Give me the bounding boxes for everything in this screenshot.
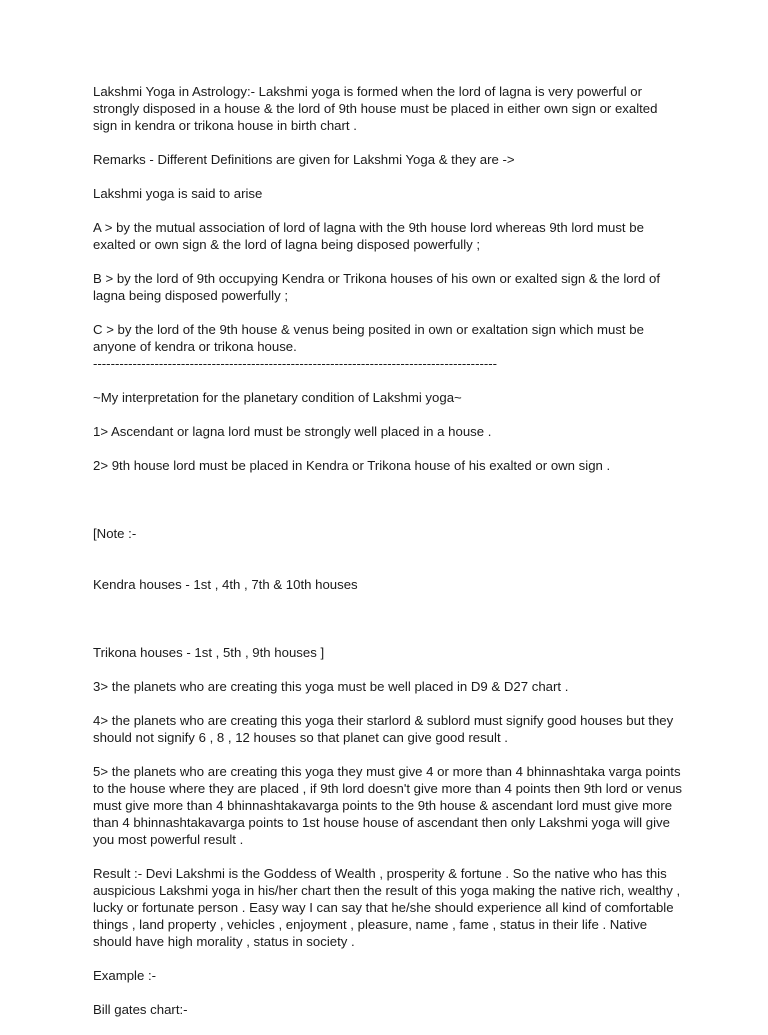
point-2: 2> 9th house lord must be placed in Kendra or Trikona house of his exalted or own sign . (93, 458, 611, 473)
point-5: 5> the planets who are creating this yoga they must give 4 or more than 4 bhinnashtaka varga points to the house where they are placed , if 9th lord doesn't give more than 4 points then 9th lord or venus must give more than 4 bhinnashtakavarga points to the 9th house & ascendant lord must give more than 4 bhinnashtakavarga points to 1st house house of ascendant then only Lakshmi yoga will give you most powerful result . (93, 764, 686, 847)
definition-c: C > by the lord of the 9th house & venus being posited in own or exaltation sign which must be anyone of kendra or trikona house. (93, 322, 648, 354)
note-trikona: Trikona houses - 1st , 5th , 9th houses ] (93, 645, 325, 660)
point-4: 4> the planets who are creating this yoga their starlord & sublord must signify good houses but they should not signify 6 , 8 , 12 houses so that planet can give good result . (93, 713, 677, 745)
definition-a: A > by the mutual association of lord of lagna with the 9th house lord whereas 9th lord must be exalted or own sign & the lord of lagna being disposed powerfully ; (93, 220, 648, 252)
note-block (93, 491, 683, 627)
note-open: [Note :- (93, 526, 137, 541)
result-paragraph: Result :- Devi Lakshmi is the Goddess of Wealth , prosperity & fortune . So the native who has this auspicious Lakshmi yoga in his/her chart then the result of this yoga making the native rich, wealthy , lucky or fortunate person . Easy way I can say that he/she should experience all kind of comfortable things , land property , vehicles , enjoyment , pleasure, name , fame , status in their life . Native should have high morality , status in society . (93, 866, 684, 949)
point-1: 1> Ascendant or lagna lord must be strongly well placed in a house . (93, 424, 492, 439)
note-kendra: Kendra houses - 1st , 4th , 7th & 10th houses (93, 577, 358, 592)
bill-gates-label: Bill gates chart:- (93, 1002, 188, 1017)
arise-paragraph: Lakshmi yoga is said to arise (93, 186, 263, 201)
definition-b: B > by the lord of 9th occupying Kendra or Trikona houses of his own or exalted sign & the lord of lagna being disposed powerfully ; (93, 271, 664, 303)
point-3: 3> the planets who are creating this yoga must be well placed in D9 & D27 chart . (93, 679, 569, 694)
intro-paragraph: Lakshmi Yoga in Astrology:- Lakshmi yoga is formed when the lord of lagna is very powerful or strongly disposed in a house & the lord of 9th house must be placed in either own sign or exalted sign in kendra or trikona house in birth chart . (93, 84, 662, 133)
example-label: Example :- (93, 968, 157, 983)
document-body (93, 83, 686, 1035)
remarks-paragraph: Remarks - Different Definitions are given for Lakshmi Yoga & they are -> (93, 152, 515, 167)
interpretation-heading: ~My interpretation for the planetary condition of Lakshmi yoga~ (93, 390, 462, 405)
dashed-divider: -------------------------------------------------------------------------------------------- (93, 356, 498, 371)
